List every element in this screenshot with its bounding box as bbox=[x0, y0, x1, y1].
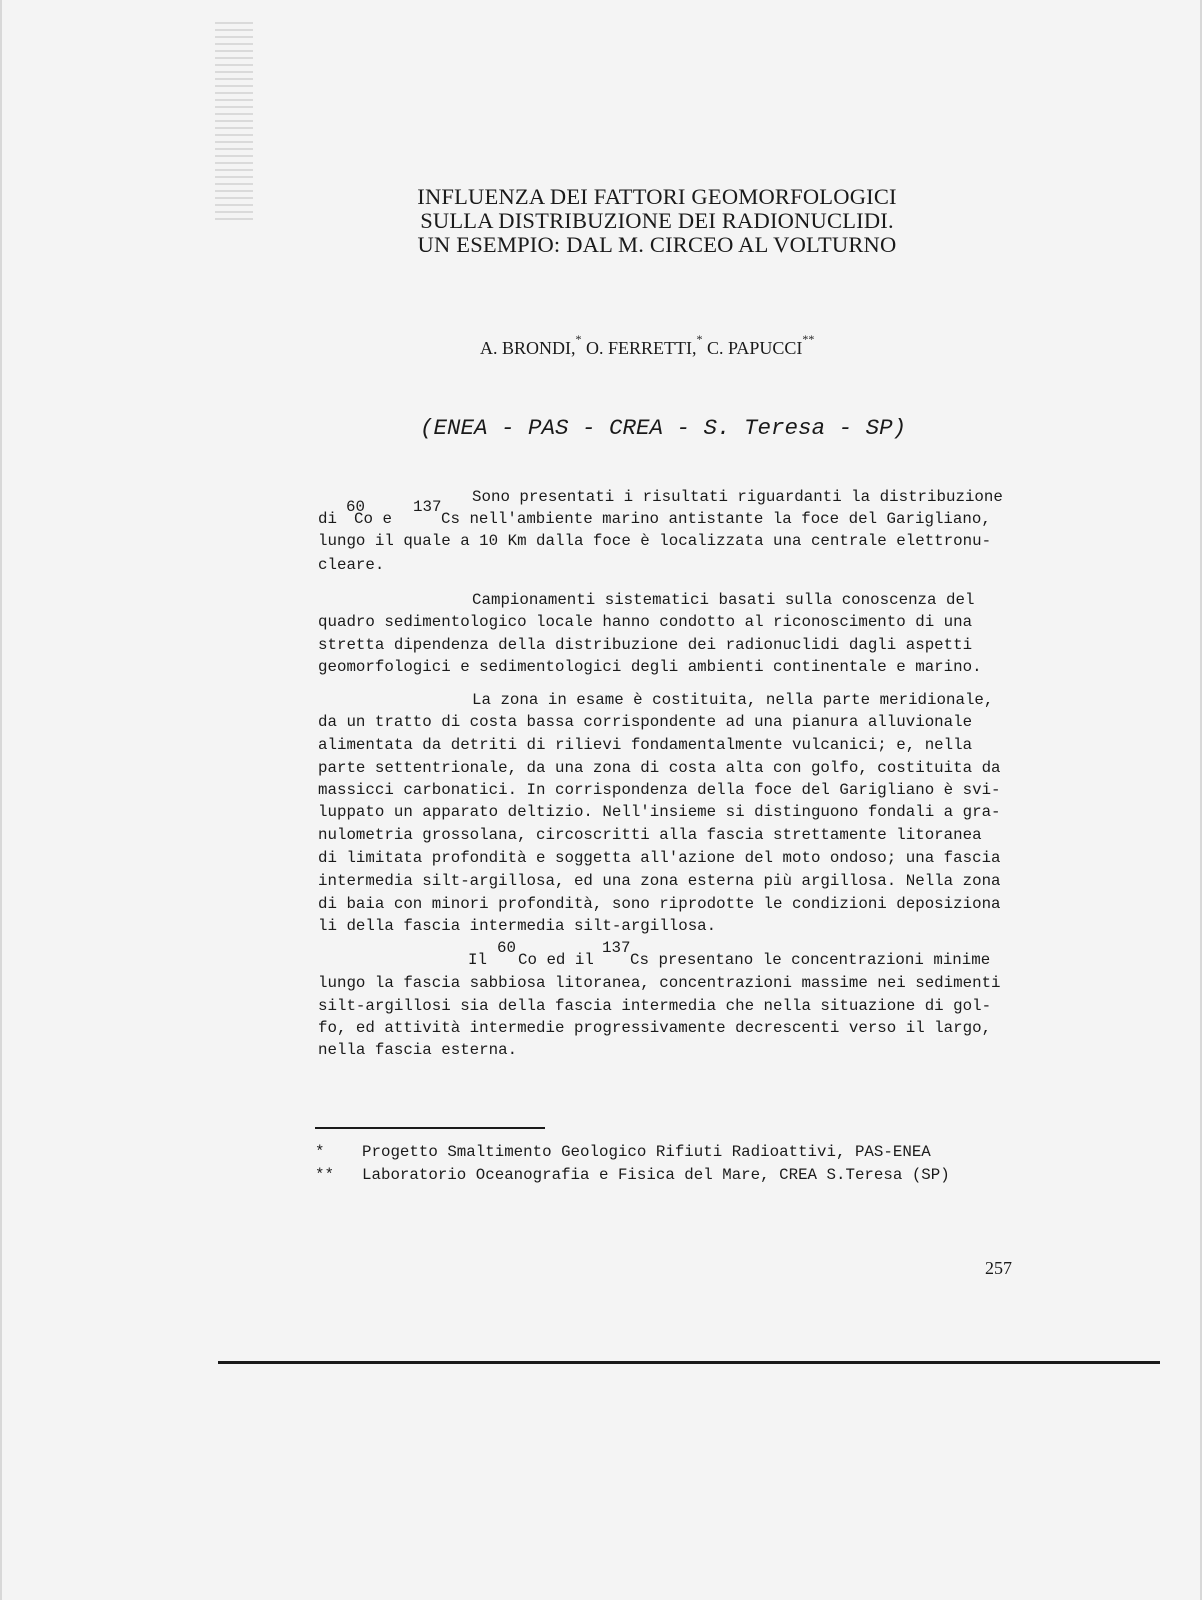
scan-noise bbox=[215, 22, 253, 222]
p4-line-5: nella fascia esterna. bbox=[318, 1041, 518, 1059]
p4-line-1-pre: Il bbox=[468, 951, 487, 969]
p4-iso-60: 60 bbox=[497, 939, 516, 957]
author-1-mark: * bbox=[575, 332, 582, 346]
p4-line-4: fo, ed attività intermedie progressivamente decrescenti verso il largo, bbox=[318, 1019, 992, 1037]
title-line-3: UN ESEMPIO: DAL M. CIRCEO AL VOLTURNO bbox=[417, 232, 897, 257]
p1-iso-60: 60 bbox=[346, 498, 365, 516]
p1-line-4: cleare. bbox=[318, 556, 385, 574]
p3-line-1: La zona in esame è costituita, nella parte meridionale, bbox=[472, 691, 994, 709]
p3-line-5: massicci carbonatici. In corrispondenza della foce del Garigliano è svi- bbox=[318, 781, 1001, 799]
affiliation: (ENEA - PAS - CREA - S. Teresa - SP) bbox=[420, 415, 907, 441]
footnote-2-text: Laboratorio Oceanografia e Fisica del Mare, CREA S.Teresa (SP) bbox=[362, 1166, 950, 1184]
p1-line-2-rest: Cs nell'ambiente marino antistante la foce del Garigliano, bbox=[441, 510, 991, 528]
p4-line-1-co: Co ed il bbox=[518, 951, 594, 969]
p3-line-3: alimentata da detriti di rilievi fondamentalmente vulcanici; e, nella bbox=[318, 736, 973, 754]
p3-line-4: parte settentrionale, da una zona di costa alta con golfo, costituita da bbox=[318, 759, 1001, 777]
author-2-mark: * bbox=[696, 332, 703, 346]
p2-line-3: stretta dipendenza della distribuzione dei radionuclidi dagli aspetti bbox=[318, 636, 973, 654]
footnote-2-mark: ** bbox=[315, 1166, 334, 1184]
p1-line-1: Sono presentati i risultati riguardanti la distribuzione bbox=[472, 488, 1003, 506]
p1-line-2-co: Co e bbox=[354, 510, 392, 528]
p3-line-6: luppato un apparato deltizio. Nell'insieme si distinguono fondali a gra- bbox=[318, 803, 1001, 821]
title-line-2: SULLA DISTRIBUZIONE DEI RADIONUCLIDI. bbox=[420, 208, 894, 233]
p3-line-2: da un tratto di costa bassa corrispondente ad una pianura alluvionale bbox=[318, 713, 973, 731]
p1-line-3: lungo il quale a 10 Km dalla foce è localizzata una centrale elettronu- bbox=[318, 532, 992, 550]
p4-iso-137: 137 bbox=[602, 939, 631, 957]
author-2: O. FERRETTI, bbox=[581, 338, 697, 358]
p2-line-2: quadro sedimentologico locale hanno condotto al riconoscimento di una bbox=[318, 613, 973, 631]
p2-line-4: geomorfologici e sedimentologici degli ambienti continentale e marino. bbox=[318, 658, 982, 676]
authors bbox=[480, 332, 815, 359]
footnote-1-text: Progetto Smaltimento Geologico Rifiuti Radioattivi, PAS-ENEA bbox=[362, 1143, 931, 1161]
author-1: A. BRONDI, bbox=[480, 338, 576, 358]
title-line-1: INFLUENZA DEI FATTORI GEOMORFOLOGICI bbox=[417, 184, 897, 209]
page-number: 257 bbox=[985, 1258, 1012, 1278]
p1-iso-137: 137 bbox=[413, 498, 442, 516]
author-3: C. PAPUCCI bbox=[702, 338, 803, 358]
p3-line-10: di baia con minori profondità, sono riprodotte le condizioni deposiziona bbox=[318, 895, 1001, 913]
p1-line-2-pre: di bbox=[318, 510, 337, 528]
p3-line-8: di limitata profondità e soggetta all'azione del moto ondoso; una fascia bbox=[318, 849, 1001, 867]
footnote-1-mark: * bbox=[315, 1143, 325, 1161]
p3-line-7: nulometria grossolana, circoscritti alla fascia strettamente litoranea bbox=[318, 826, 982, 844]
p3-line-9: intermedia silt-argillosa, ed una zona esterna più argillosa. Nella zona bbox=[318, 872, 1001, 890]
p4-line-3: silt-argillosi sia della fascia intermedia che nella situazione di gol- bbox=[318, 997, 992, 1015]
footnote-rule bbox=[315, 1127, 545, 1129]
bottom-rule bbox=[218, 1361, 1160, 1364]
p2-line-1: Campionamenti sistematici basati sulla conoscenza del bbox=[472, 591, 975, 609]
scan-edge-left bbox=[0, 0, 2, 1600]
p4-line-1-rest: Cs presentano le concentrazioni minime bbox=[630, 951, 991, 969]
author-3-mark: ** bbox=[802, 332, 815, 346]
p4-line-2: lungo la fascia sabbiosa litoranea, concentrazioni massime nei sedimenti bbox=[318, 974, 1001, 992]
p3-line-11: li della fascia intermedia silt-argillosa. bbox=[318, 917, 717, 935]
